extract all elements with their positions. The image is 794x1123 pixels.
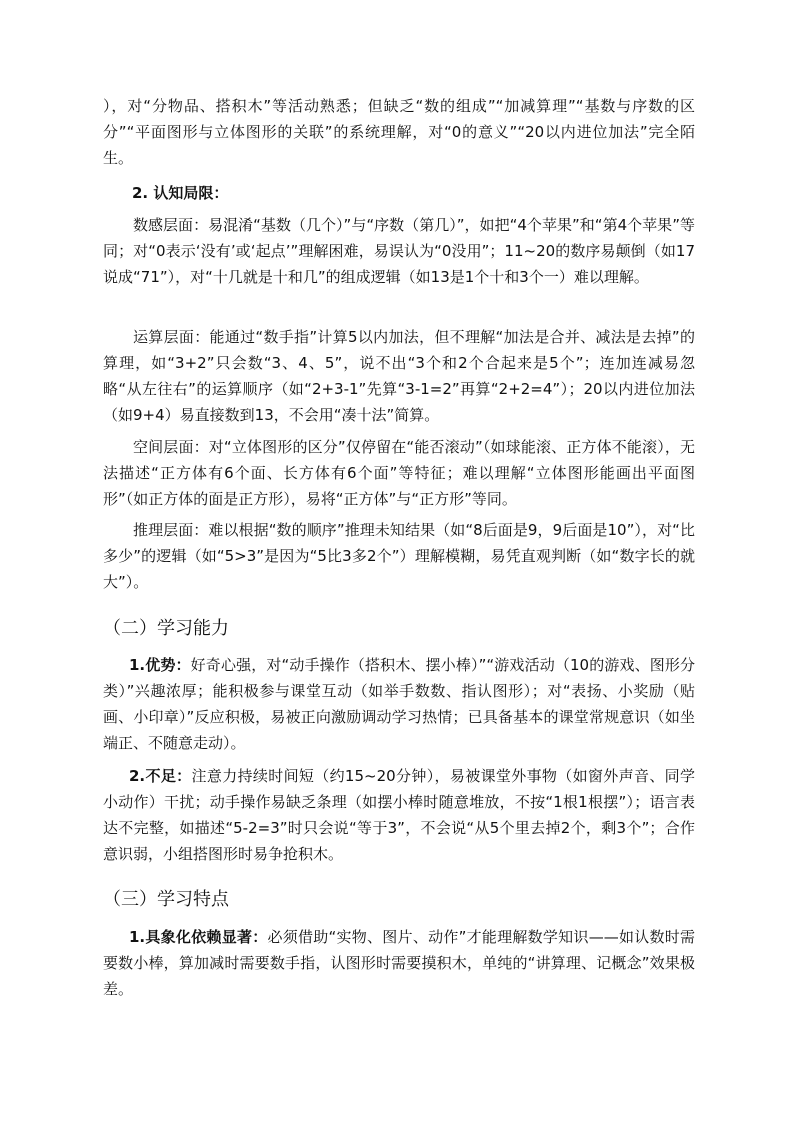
space-paragraph: 空间层面：对“立体图形的区分”仅停留在“能否滚动”（如球能滚、正方体不能滚），无法描述“正方体有6个面、长方体有6个面”等特征；难以理解“立体图形能画出平面图形”（如正方体的面是正方形），易将“正方体”与“正方形”等同。	[103, 438, 695, 508]
section-learning-ability-title: （二）学习能力	[103, 618, 229, 639]
advantages-paragraph	[103, 652, 695, 756]
shortcomings-label: 2.不足：	[129, 767, 192, 785]
shortcomings-text: 注意力持续时间短（约15~20分钟），易被课堂外事物（如窗外声音、同学小动作）干扰；动手操作易缺乏条理（如摆小棒时随意堆放，不按“1根1根摆”）；语言表达不完整，如描述“5-2=3”时只会说“等于3”，不会说“从5个里去掉2个，剩3个”；合作意识弱，小组搭图形时易争抢积木。	[103, 767, 696, 863]
advantages-label: 1.优势：	[129, 656, 191, 674]
section-learning-features-title: （三）学习特点	[103, 889, 229, 910]
numsense-paragraph: 数感层面：易混淆“基数（几个）”与“序数（第几）”，如把“4个苹果”和“第4个苹果”等同；对“0表示‘没有’或‘起点’”理解困难，易误认为“0没用”；11~20的数序易颠倒（如17说成“71”），对“十几就是十和几”的组成逻辑（如13是1个十和3个一）难以理解。	[103, 216, 695, 286]
intro-paragraph: ），对“分物品、搭积木”等活动熟悉；但缺乏“数的组成”“加减算理”“基数与序数的区分”“平面图形与立体图形的关联”的系统理解，对“0的意义”“20以内进位加法”完全陌生。	[103, 97, 695, 167]
cognition-limits-heading	[132, 180, 692, 206]
concrete-dependence-paragraph	[103, 924, 695, 1002]
concrete-dependence-label: 1.具象化依赖显著：	[129, 928, 268, 946]
cognition-limits-label: 2. 认知局限：	[132, 184, 229, 202]
shortcomings-paragraph	[103, 763, 695, 867]
operation-paragraph: 运算层面：能通过“数手指”计算5以内加法，但不理解“加法是合并、减法是去掉”的算理，如“3+2”只会数“3、4、5”，说不出“3个和2个合起来是5个”；连加连减易忽略“从左往右”的运算顺序（如“2+3-1”先算“3-1=2”再算“2+2=4”）；20以内进位加法（如9+4）易直接数到13，不会用“凑十法”简算。	[103, 328, 695, 424]
concrete-dependence-text: 必须借助“实物、图片、动作”才能理解数学知识——如认数时需要数小棒，算加减时需要数手指，认图形时需要摸积木，单纯的“讲算理、记概念”效果极差。	[103, 928, 695, 998]
reasoning-paragraph: 推理层面：难以根据“数的顺序”推理未知结果（如“8后面是9，9后面是10”），对“比多少”的逻辑（如“5>3”是因为“5比3多2个”）理解模糊，易凭直观判断（如“数字长的就大”）。	[103, 521, 695, 591]
advantages-text: 好奇心强，对“动手操作（搭积木、摆小棒）”“游戏活动（10的游戏、图形分类）”兴趣浓厚；能积极参与课堂互动（如举手数数、指认图形）；对“表扬、小奖励（贴画、小印章）”反应积极，易被正向激励调动学习热情；已具备基本的课堂常规意识（如坐端正、不随意走动）。	[103, 656, 695, 752]
